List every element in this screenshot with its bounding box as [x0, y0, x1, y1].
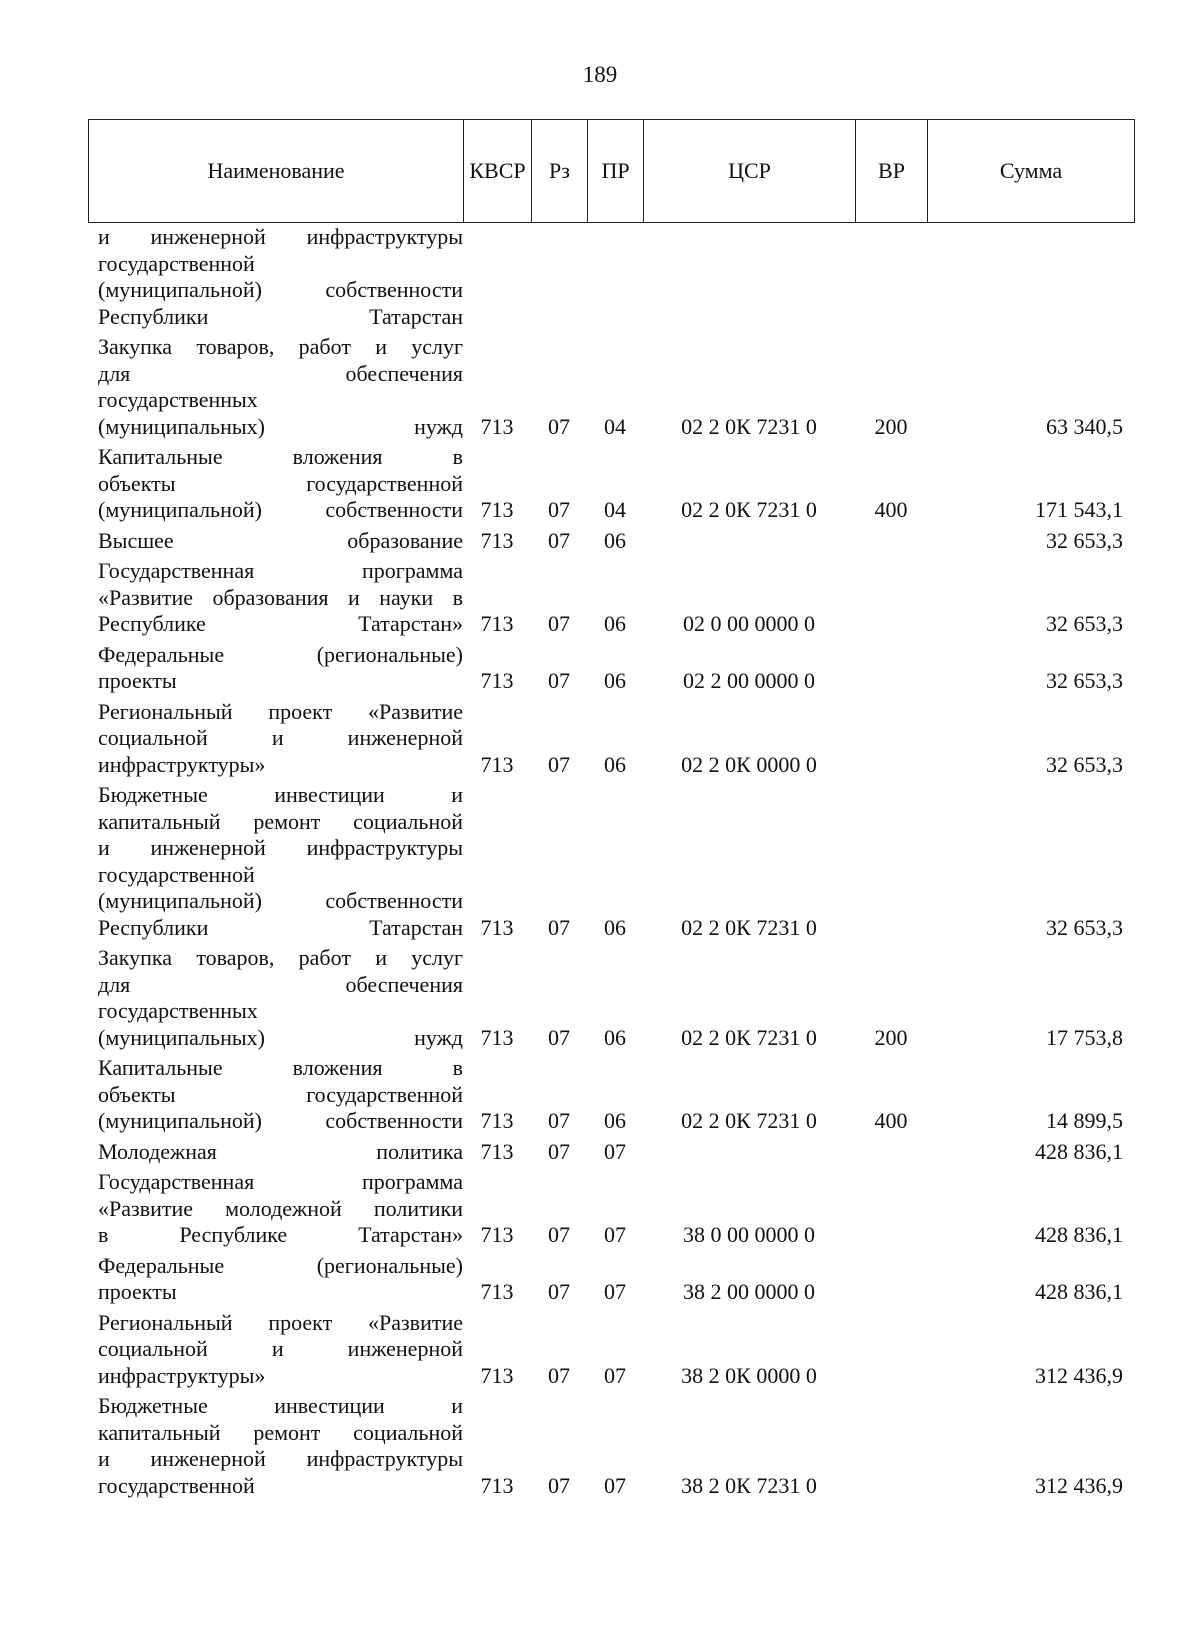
cell-kvsr: 713 — [480, 611, 514, 636]
cell-rz: 07 — [548, 1472, 570, 1498]
row-name-line: проекты — [98, 668, 177, 693]
cell-csr: 02 2 0К 7231 0 — [681, 413, 817, 439]
row-name-line: государственной — [98, 861, 255, 887]
row-name — [98, 224, 463, 330]
cell-kvsr: 713 — [480, 497, 514, 522]
row-name-line: Бюджетные инвестиции и — [98, 782, 463, 807]
row-name-line: (муниципальной) собственности — [98, 277, 463, 302]
cell-csr: 38 0 00 0000 0 — [683, 1222, 815, 1247]
cell-csr: 02 2 0К 0000 0 — [681, 751, 817, 777]
row-name-line: Федеральные (региональные) — [98, 641, 463, 667]
cell-sum: 32 653,3 — [1046, 751, 1123, 777]
row-name-line: Закупка товаров, работ и услуг — [98, 945, 463, 970]
cell-rz: 07 — [548, 413, 570, 439]
column-header-name: Наименование — [89, 120, 464, 223]
cell-csr: 38 2 00 0000 0 — [683, 1279, 815, 1304]
row-name-line: (муниципальных) нужд — [98, 413, 463, 439]
cell-csr: 02 2 0К 7231 0 — [681, 1024, 817, 1050]
cell-sum: 171 543,1 — [1035, 497, 1123, 522]
table-row — [88, 334, 1134, 440]
row-name-line: «Развитие молодежной политики — [98, 1195, 463, 1221]
cell-vr: 400 — [874, 1108, 908, 1133]
row-name — [98, 334, 463, 440]
cell-sum: 32 653,3 — [1046, 527, 1123, 553]
cell-csr: 38 2 0К 0000 0 — [681, 1362, 817, 1388]
row-name-line: Бюджетные инвестиции и — [98, 1393, 463, 1418]
cell-csr: 38 2 0К 7231 0 — [681, 1472, 817, 1498]
cell-kvsr: 713 — [480, 1472, 514, 1498]
row-name-line: объекты государственной — [98, 1081, 463, 1107]
row-name-line: государственных — [98, 998, 258, 1023]
cell-rz: 07 — [548, 1108, 570, 1133]
row-name-line: социальной и инженерной — [98, 1336, 463, 1361]
row-name-line: и инженерной инфраструктуры — [98, 1446, 463, 1471]
cell-rz: 07 — [548, 611, 570, 636]
row-name-line: капитальный ремонт социальной — [98, 1419, 463, 1445]
row-name-line: (муниципальной) собственности — [98, 497, 463, 522]
cell-csr: 02 2 0К 7231 0 — [681, 914, 817, 940]
cell-vr: 400 — [874, 497, 908, 522]
column-header-kvsr: КВСР — [464, 120, 532, 223]
row-name-line: (муниципальной) собственности — [98, 1108, 463, 1133]
table-row — [88, 528, 1134, 555]
table-row — [88, 1253, 1134, 1306]
row-name-line: объекты государственной — [98, 470, 463, 496]
row-name-line: государственной — [98, 250, 255, 276]
cell-kvsr: 713 — [480, 668, 514, 693]
table-row — [88, 945, 1134, 1051]
row-name-line: в Республике Татарстан» — [98, 1222, 463, 1247]
table-row — [88, 782, 1134, 941]
row-name-line: Республики Татарстан — [98, 914, 463, 940]
row-name — [98, 642, 463, 695]
cell-csr: 02 2 0К 7231 0 — [681, 497, 817, 522]
cell-rz: 07 — [548, 668, 570, 693]
row-name — [98, 558, 463, 638]
column-header-rz: Рз — [532, 120, 588, 223]
cell-rz: 07 — [548, 1222, 570, 1247]
cell-pr: 06 — [604, 751, 626, 777]
cell-pr: 06 — [604, 668, 626, 693]
cell-pr: 04 — [604, 497, 626, 522]
table-row — [88, 1169, 1134, 1249]
row-name — [98, 1169, 463, 1249]
row-name-line: капитальный ремонт социальной — [98, 808, 463, 834]
cell-sum: 428 836,1 — [1035, 1222, 1123, 1247]
row-name-line: Федеральные (региональные) — [98, 1252, 463, 1278]
row-name-line: социальной и инженерной — [98, 725, 463, 750]
cell-sum: 428 836,1 — [1035, 1138, 1123, 1164]
cell-pr: 07 — [604, 1279, 626, 1304]
table-row — [88, 642, 1134, 695]
cell-sum: 32 653,3 — [1046, 668, 1123, 693]
row-name-line: Государственная программа — [98, 1169, 463, 1194]
cell-pr: 07 — [604, 1362, 626, 1388]
row-name — [98, 1055, 463, 1135]
cell-rz: 07 — [548, 1279, 570, 1304]
cell-vr: 200 — [874, 413, 908, 439]
table-row — [88, 1393, 1134, 1499]
table-row — [88, 699, 1134, 779]
column-header-sum: Сумма — [928, 120, 1135, 223]
column-header-csr: ЦСР — [644, 120, 856, 223]
cell-pr: 06 — [604, 527, 626, 553]
row-name-line: (муниципальных) нужд — [98, 1024, 463, 1050]
row-name-line: Государственная программа — [98, 558, 463, 583]
row-name-line: инфраструктуры» — [98, 1362, 266, 1388]
cell-rz: 07 — [548, 1024, 570, 1050]
cell-kvsr: 713 — [480, 914, 514, 940]
row-name-line: для обеспечения — [98, 360, 463, 386]
table-row — [88, 1139, 1134, 1166]
row-name-line: инфраструктуры» — [98, 751, 266, 777]
row-name-line: проекты — [98, 1279, 177, 1304]
cell-sum: 428 836,1 — [1035, 1279, 1123, 1304]
table-row — [88, 1055, 1134, 1135]
row-name — [98, 1310, 463, 1390]
cell-pr: 07 — [604, 1472, 626, 1498]
cell-rz: 07 — [548, 914, 570, 940]
row-name — [98, 1253, 463, 1306]
cell-rz: 07 — [548, 497, 570, 522]
table-row — [88, 1310, 1134, 1390]
cell-sum: 312 436,9 — [1035, 1362, 1123, 1388]
row-name-line: Закупка товаров, работ и услуг — [98, 334, 463, 359]
cell-rz: 07 — [548, 1138, 570, 1164]
cell-sum: 32 653,3 — [1046, 611, 1123, 636]
cell-rz: 07 — [548, 527, 570, 553]
cell-pr: 06 — [604, 611, 626, 636]
row-name-line: (муниципальной) собственности — [98, 888, 463, 913]
column-header-pr: ПР — [588, 120, 644, 223]
cell-sum: 312 436,9 — [1035, 1472, 1123, 1498]
table-header — [88, 119, 1135, 223]
cell-pr: 06 — [604, 1108, 626, 1133]
cell-rz: 07 — [548, 751, 570, 777]
row-name-line: Региональный проект «Развитие — [98, 1309, 463, 1335]
row-name — [98, 1393, 463, 1499]
row-name-line: Высшее образование — [98, 527, 463, 553]
cell-kvsr: 713 — [480, 751, 514, 777]
cell-pr: 07 — [604, 1222, 626, 1247]
row-name-line: «Развитие образования и науки в — [98, 584, 463, 610]
cell-kvsr: 713 — [480, 527, 514, 553]
cell-kvsr: 713 — [480, 1362, 514, 1388]
cell-vr: 200 — [874, 1024, 908, 1050]
table-row — [88, 558, 1134, 638]
cell-sum: 14 899,5 — [1046, 1108, 1123, 1133]
row-name — [98, 1139, 463, 1166]
cell-kvsr: 713 — [480, 1222, 514, 1247]
cell-pr: 04 — [604, 413, 626, 439]
row-name-line: Республике Татарстан» — [98, 611, 463, 636]
cell-csr: 02 2 0К 7231 0 — [681, 1108, 817, 1133]
column-header-vr: ВР — [856, 120, 928, 223]
row-name — [98, 782, 463, 941]
cell-sum: 32 653,3 — [1046, 914, 1123, 940]
cell-sum: 63 340,5 — [1046, 413, 1123, 439]
row-name-line: Региональный проект «Развитие — [98, 698, 463, 724]
table-row — [88, 444, 1134, 524]
cell-rz: 07 — [548, 1362, 570, 1388]
row-name — [98, 945, 463, 1051]
cell-pr: 06 — [604, 1024, 626, 1050]
cell-kvsr: 713 — [480, 1279, 514, 1304]
row-name — [98, 699, 463, 779]
cell-csr: 02 0 00 0000 0 — [683, 611, 815, 636]
row-name-line: и инженерной инфраструктуры — [98, 224, 463, 249]
cell-kvsr: 713 — [480, 413, 514, 439]
cell-pr: 06 — [604, 914, 626, 940]
row-name-line: Молодежная политика — [98, 1138, 463, 1164]
row-name-line: Республики Татарстан — [98, 303, 463, 329]
row-name — [98, 444, 463, 524]
cell-kvsr: 713 — [480, 1108, 514, 1133]
cell-pr: 07 — [604, 1138, 626, 1164]
cell-kvsr: 713 — [480, 1138, 514, 1164]
row-name — [98, 528, 463, 555]
row-name-line: государственных — [98, 387, 258, 412]
row-name-line: для обеспечения — [98, 971, 463, 997]
row-name-line: государственной — [98, 1472, 255, 1498]
table-row — [88, 224, 1134, 330]
cell-csr: 02 2 00 0000 0 — [683, 668, 815, 693]
row-name-line: Капитальные вложения в — [98, 444, 463, 469]
cell-kvsr: 713 — [480, 1024, 514, 1050]
page-number: 189 — [582, 62, 618, 87]
cell-sum: 17 753,8 — [1046, 1024, 1123, 1050]
row-name-line: и инженерной инфраструктуры — [98, 835, 463, 860]
table-body — [88, 224, 1134, 1503]
row-name-line: Капитальные вложения в — [98, 1055, 463, 1080]
